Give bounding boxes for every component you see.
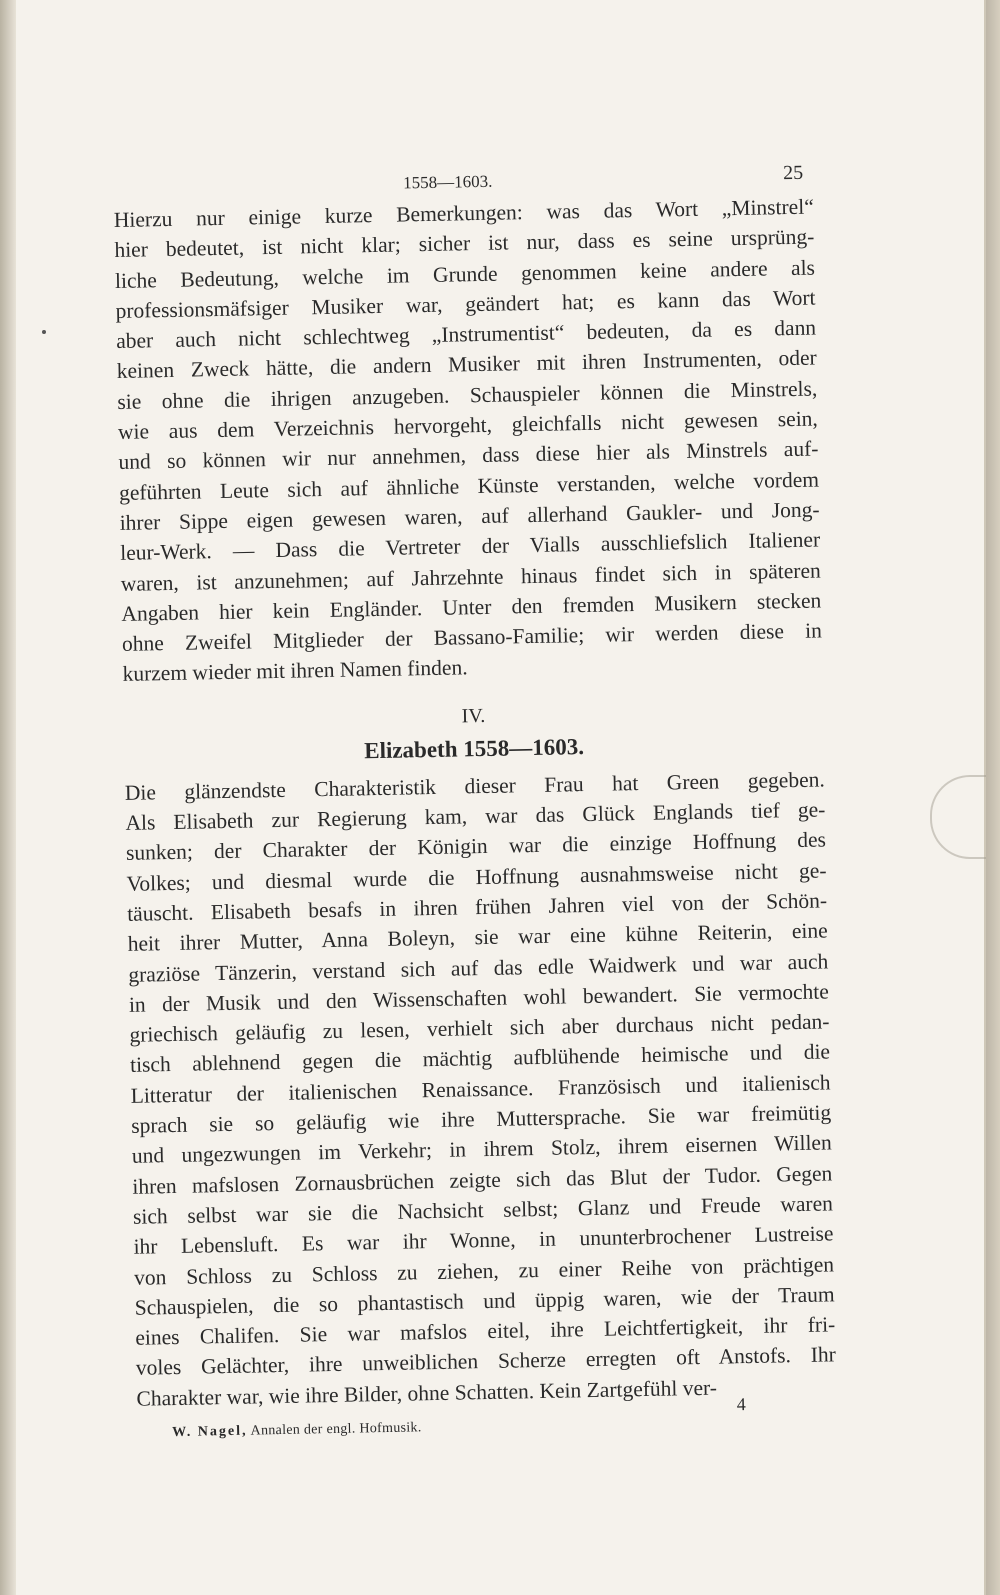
paragraph1-line: professionsmäfsiger Musiker war, geändert hat; es kann das Wort xyxy=(115,285,816,323)
paragraph2-line: ihren mafslosen Zornausbrüchen zeigte sich das Blut der Tudor. Gegen xyxy=(132,1160,833,1199)
paragraph2-line: und ungezwungen im Verkehr; in ihrem Stolz, ihrem eisernen Willen xyxy=(131,1130,832,1169)
paragraph2-line: eines Chalifen. Sie war mafslos eitel, ihre Leichtfertigkeit, ihr fri- xyxy=(135,1312,836,1350)
paragraph2-line: täuscht. Elisabeth besafs in ihren frühen Jahren viel von der Schön- xyxy=(126,888,828,926)
paragraph2-line: voles Gelächter, ihre unweiblichen Scherze erregten oft Anstofs. Ihr xyxy=(135,1342,837,1381)
paragraph1-line: waren, ist anzunehmen; auf Jahrzehnte hinaus findet sich in späteren xyxy=(120,558,821,596)
footer-author: W. Nagel, xyxy=(172,1423,248,1441)
paragraph2-line: in der Musik und den Wissenschaften wohl bewandert. Sie vermochte xyxy=(128,979,830,1017)
paragraph1-line: Hierzu nur einige kurze Bemerkungen: was das Wort „Minstrel“ xyxy=(113,194,814,232)
page-gutter xyxy=(0,0,16,1595)
paragraph2-line: Volkes; und diesmal wurde die Hoffnung ausnahmsweise nicht ge- xyxy=(126,858,827,896)
paragraph-elizabeth xyxy=(125,764,837,1414)
paragraph1-line: und so können wir nur annehmen, dass diese hier als Minstrels auf- xyxy=(118,436,819,475)
paragraph2-line: Schauspielen, die so phantastisch und üppig waren, wie der Traum xyxy=(134,1282,835,1320)
paragraph1-line: keinen Zweck hätte, die andern Musiker mit ihren Instrumenten, oder xyxy=(116,346,817,384)
page-edge xyxy=(986,0,1000,1595)
footer-work: Annalen der engl. Hofmusik. xyxy=(250,1420,422,1439)
text-block xyxy=(113,162,837,1444)
paragraph2-line: sich selbst war sie die Nachsicht selbst; Glanz und Freude waren xyxy=(132,1191,834,1229)
paragraph2-line: Die glänzendste Charakteristik dieser Frau hat Green gegeben. xyxy=(124,767,825,805)
paragraph1-line: geführten Leute sich auf ähnliche Künste verstanden, welche vordem xyxy=(118,467,820,505)
paragraph2-line: sunken; der Charakter der Königin war die einzige Hoffnung des xyxy=(125,827,827,866)
paragraph2-line: Litteratur der italienischen Renaissance. Französisch und italienisch xyxy=(130,1070,831,1108)
paragraph2-line: Charakter war, wie ihre Bilder, ohne Schatten. Kein Zartgefühl ver- xyxy=(136,1375,718,1411)
paragraph2-line: heit ihrer Mutter, Anna Boleyn, sie war eine kühne Reiterin, eine xyxy=(127,918,828,957)
paragraph2-line: graziöse Tänzerin, verstand sich auf das edle Waidwerk und war auch xyxy=(128,948,829,987)
paragraph1-line: wie aus dem Verzeichnis hervorgeht, gleichfalls nicht gewesen sein, xyxy=(117,406,819,445)
paragraph1-line: Angaben hier kein Engländer. Unter den fremden Musikern stecken xyxy=(121,588,822,626)
footer-citation xyxy=(172,1420,422,1441)
paragraph1-line: kurzem wieder mit ihren Namen finden. xyxy=(122,655,468,687)
paragraph1-line: ihrer Sippe eigen gewesen waren, auf allerhand Gaukler- und Jong- xyxy=(119,497,820,535)
section-numeral: IV. xyxy=(461,704,486,728)
paragraph1-line: leur-Werk. — Dass die Vertreter der Vialls ausschliefslich Italiener xyxy=(120,527,821,566)
paragraph2-line: ihr Lebensluft. Es war ihr Wonne, in ununterbrochener Lustreise xyxy=(133,1221,834,1260)
paragraph2-line: tisch ablehnend gegen die mächtig aufblühende heimische und die xyxy=(129,1039,831,1078)
paragraph1-line: liche Bedeutung, welche im Grunde genommen keine andere als xyxy=(114,255,816,293)
paragraph2-line: griechisch geläufig zu lesen, verhielt sich aber durchaus nicht pedan- xyxy=(129,1009,830,1047)
page-number: 25 xyxy=(782,161,804,185)
margin-mark xyxy=(42,330,46,334)
show-through-mark xyxy=(930,775,992,859)
paragraph2-line: sprach sie so geläufig wie ihre Muttersprache. Sie war freimütig xyxy=(131,1100,832,1138)
paragraph1-line: sie ohne die ihrigen anzugeben. Schauspieler können die Minstrels, xyxy=(117,376,818,414)
paragraph1-line: aber auch nicht schlechtweg „Instrumentist“ bedeuten, da es dann xyxy=(115,315,817,354)
paragraph1-line: ohne Zweifel Mitglieder der Bassano-Familie; wir werden diese in xyxy=(121,618,823,657)
paragraph2-line: Als Elisabeth zur Regierung kam, war das Glück Englands tief ge- xyxy=(125,797,826,835)
paragraph2-line: von Schloss zu Schloss zu ziehen, zu einer Reihe von prächtigen xyxy=(133,1251,835,1290)
paragraph1-line: hier bedeutet, ist nicht klar; sicher ist nur, dass es seine ursprüng- xyxy=(114,224,815,263)
signature-mark: 4 xyxy=(736,1394,746,1415)
paragraph-minstrels xyxy=(114,192,823,690)
section-title: Elizabeth 1558—1603. xyxy=(363,733,585,764)
running-head-years: 1558—1603. xyxy=(403,171,493,193)
